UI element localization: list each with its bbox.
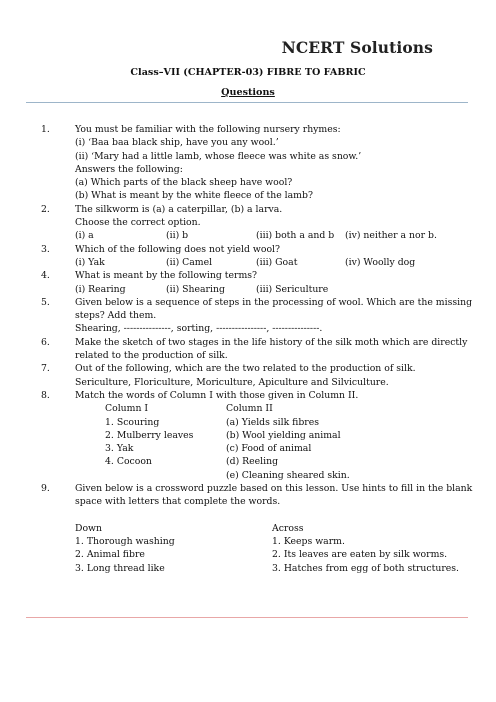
question-text-line: (b) What is meant by the white fleece of the lamb? <box>75 190 313 202</box>
down-hint: 1. Thorough washing <box>75 535 175 547</box>
option-text: (i) Yak <box>75 256 105 268</box>
question-text-line: You must be familiar with the following nursery rhymes: <box>75 124 341 135</box>
options-row <box>75 283 470 296</box>
question-item <box>0 243 496 270</box>
question-text-line: Sericulture, Floriculture, Moriculture, Apiculture and Silviculture. <box>75 376 389 388</box>
question-text-line: (ii) ‘Mary had a little lamb, whose fleece was white as snow.’ <box>75 150 362 162</box>
section-heading <box>0 87 496 98</box>
across-hint: 1. Keeps warm. <box>272 535 345 547</box>
section-heading-text: Questions <box>221 87 275 98</box>
match-row <box>75 416 470 429</box>
option-text: (ii) b <box>166 230 189 242</box>
header-divider <box>26 102 468 103</box>
question-text-line: Make the sketch of two stages in the life history of the silk moth which are directly <box>75 336 468 348</box>
option-text: (iii) Goat <box>256 256 298 268</box>
question-body <box>75 296 473 336</box>
question-text-line: steps? Add them. <box>75 310 157 322</box>
hint-row <box>75 535 470 548</box>
question-text-line: Which of the following does not yield wool? <box>75 243 281 255</box>
option-text: (i) Rearing <box>75 283 126 295</box>
option-text: (i) a <box>75 230 94 242</box>
question-item <box>0 336 496 363</box>
question-text-line: Answers the following: <box>75 163 183 175</box>
column2-cell: (e) Cleaning sheared skin. <box>226 469 350 481</box>
question-item <box>0 203 496 243</box>
down-hint: 3. Long thread like <box>75 562 165 574</box>
question-item <box>0 389 496 482</box>
question-text-line: space with letters that complete the words. <box>75 496 281 508</box>
column1-cell: 4. Cocoon <box>105 456 152 468</box>
question-number: 1. <box>41 124 50 135</box>
question-number: 9. <box>41 483 50 495</box>
match-row <box>75 429 470 442</box>
question-body <box>75 123 470 203</box>
question-text-line: Out of the following, which are the two related to the production of silk. <box>75 363 416 375</box>
column1-cell: 3. Yak <box>105 443 134 455</box>
question-body <box>75 362 470 389</box>
column2-cell: (c) Food of animal <box>226 443 312 455</box>
option-text: (iii) both a and b <box>256 230 335 242</box>
question-text-line: (a) Which parts of the black sheep have wool? <box>75 177 293 189</box>
options-row <box>75 229 470 242</box>
question-body <box>75 336 470 363</box>
crossword-hints <box>75 522 470 575</box>
question-item <box>0 123 496 203</box>
question-text-line: (i) ‘Baa baa black ship, have you any wool.’ <box>75 137 279 149</box>
question-item <box>0 362 496 389</box>
question-text-line: related to the production of silk. <box>75 350 228 362</box>
match-table <box>75 402 470 482</box>
question-number: 3. <box>41 243 50 255</box>
column2-cell: (d) Reeling <box>226 456 279 468</box>
question-text-line: Given below is a crossword puzzle based on this lesson. Use hints to fill in the blank <box>75 483 473 495</box>
question-body <box>75 482 473 575</box>
hint-row <box>75 548 470 561</box>
column-header: Column I <box>105 403 149 415</box>
question-list <box>0 123 496 575</box>
question-number: 5. <box>41 296 50 308</box>
question-number: 2. <box>41 203 50 215</box>
column2-cell: (a) Yields silk fibres <box>226 416 320 428</box>
question-text-line: Match the words of Column I with those given in Column II. <box>75 389 359 401</box>
question-text-line: What is meant by the following terms? <box>75 270 258 282</box>
column1-cell: 2. Mulberry leaves <box>105 429 194 441</box>
brand-title: NCERT Solutions <box>281 38 433 57</box>
question-body <box>75 243 470 270</box>
hints-header-across: Across <box>272 522 304 534</box>
option-text: (iii) Sericulture <box>256 283 329 295</box>
match-row <box>75 455 470 468</box>
option-text: (iv) neither a nor b. <box>345 230 437 242</box>
option-text: (iv) Woolly dog <box>345 256 416 268</box>
question-number: 6. <box>41 336 50 348</box>
option-text: (ii) Camel <box>166 256 213 268</box>
option-text: (ii) Shearing <box>166 283 225 295</box>
question-body <box>75 389 470 482</box>
match-row <box>75 442 470 455</box>
question-item <box>0 482 496 575</box>
question-body <box>75 203 470 243</box>
question-item <box>0 296 496 336</box>
hint-row <box>75 562 470 575</box>
column1-cell: 1. Scouring <box>105 416 160 428</box>
question-item <box>0 269 496 296</box>
column2-cell: (b) Wool yielding animal <box>226 429 341 441</box>
question-text-line: The silkworm is (a) a caterpillar, (b) a larva. <box>75 203 283 215</box>
across-hint: 3. Hatches from egg of both structures. <box>272 562 460 574</box>
question-number: 7. <box>41 363 50 375</box>
match-row <box>75 469 470 482</box>
options-row <box>75 256 470 269</box>
footer-divider <box>26 617 468 618</box>
column-header: Column II <box>226 403 273 415</box>
question-body <box>75 269 470 296</box>
question-text-line: Shearing, ---------------, sorting, ----------------, ---------------. <box>75 323 323 335</box>
question-text-line: Choose the correct option. <box>75 217 201 229</box>
question-number: 4. <box>41 270 50 282</box>
hints-header-down: Down <box>75 522 102 534</box>
question-number: 8. <box>41 389 50 401</box>
across-hint: 2. Its leaves are eaten by silk worms. <box>272 549 448 561</box>
down-hint: 2. Animal fibre <box>75 549 145 561</box>
question-text-line: Given below is a sequence of steps in the processing of wool. Which are the missing <box>75 296 473 308</box>
page-title: Class–VII (CHAPTER-03) FIBRE TO FABRIC <box>130 67 366 78</box>
